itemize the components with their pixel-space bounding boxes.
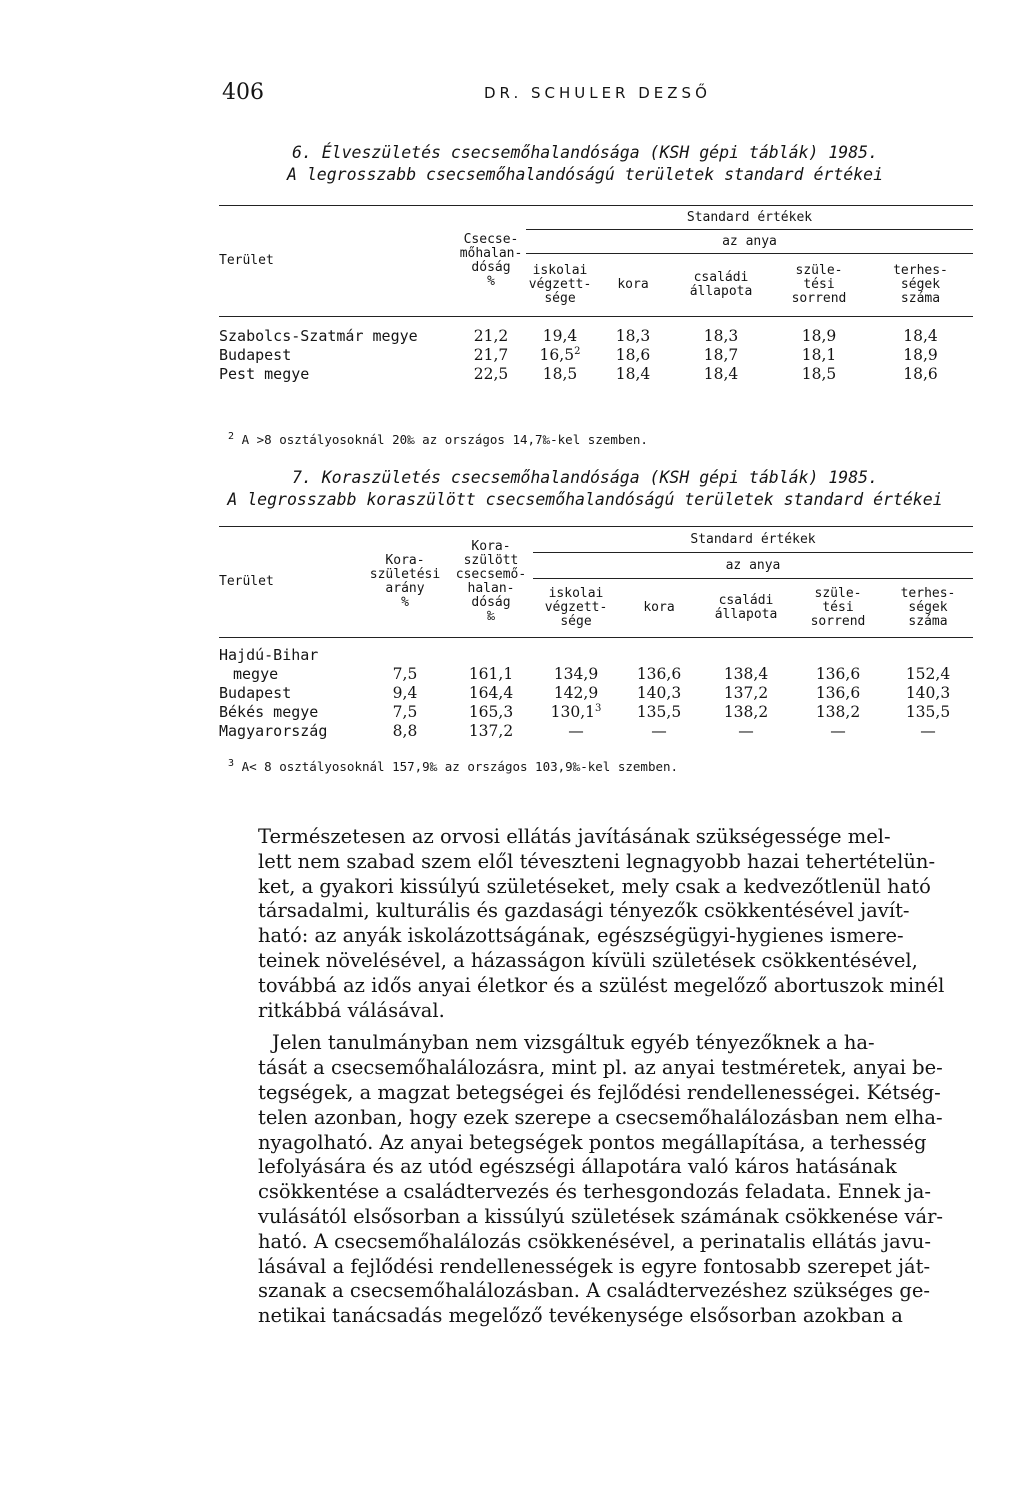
t7-region-line: Hajdú-Bihar — [219, 645, 319, 664]
paragraph-2: Jelen tanulmányban nem vizsgáltuk egyéb tényezőknek a ha- tását a csecsemőhalálozásra, mint pl. az anyai testméretek, anyai be- tegségek, a magzat betegségei és fejlődési rendellenességei. Kétség- telen azonban, hogy ezek szerepe a csecsemőhalálozásban nem elha- nyagolható. Az anyai betegségek pontos megállapítása, a terhesség lefolyására és az utód egészségi állapotára való káros hatásának csökkentése a családtervezés és terhesgondozás feladata. Ennek ja- vulásától elsősorban a kissúlyú születések számának csökkenése vár- ható. A csecsemőhalálozás csökkenésével, a perinatalis ellátás javu- lásával a fejlődési rendellenességek is egyre fontosabb szerepet ját- szanak a csecsemőhalálozásban. A családtervezéshez szükséges ge- netikai tanácsadás megelőző tevékenysége elsősorban azokban a — [258, 1031, 944, 1328]
table-row: Szabolcs-Szatmár megye 21,2 19,4 18,3 18,3 18,9 18,4 — [219, 326, 938, 345]
t7-group-standard: Standard értékek — [533, 527, 973, 553]
table-row: Budapest 9,4 164,4 142,9 140,3 137,2 136,6 140,3 — [219, 683, 951, 702]
body-text — [258, 825, 958, 1337]
t6-col-region: Terület — [219, 252, 274, 268]
t7-col-pretermmort: Kora- szülött csecsemő- halan- dóság ‰ — [455, 538, 527, 624]
table6-footnote: $^2$ A >8 osztályosoknál 20‰ az országos 14,7‰-kel szemben. — [228, 430, 648, 447]
paragraph-1: Természetesen az orvosi ellátás javításának szükségessége mel- lett nem szabad szem elől téveszteni legnagyobb hazai tehertételün- ket, a gyakori kissúlyú születéseket, mely csak a kedvezőtlenül ható társadalmi, kulturális és gazdasági tényezők csökkentésével javít- ható: az anyák iskolázottságának, egészségügyi-hygienes ismere- teinek növelésével, a házasságon kívüli születések csökkentésével, továbbá az idős anyai életkor és a szülést megelőző abortuszok minél ritkábbá válásával. — [258, 825, 945, 1022]
table7-subtitle: A legrosszabb koraszülött csecsemőhalandóságú területek standard értékei — [227, 490, 943, 509]
table7 — [219, 526, 973, 741]
table-row: Pest megye 22,5 18,5 18,4 18,4 18,5 18,6 — [219, 364, 938, 383]
running-header — [222, 80, 952, 110]
t6-col-marital: családi állapota — [689, 269, 753, 299]
t7-col-school: iskolai végzett- sége — [544, 585, 608, 629]
t7-col-age: kora — [643, 599, 675, 615]
table6-subtitle: A legrosszabb csecsemőhalandóságú területek standard értékei — [286, 165, 884, 184]
t7-col-marital: családi állapota — [714, 592, 778, 622]
table7-title: 7. Koraszületés csecsemőhalandósága (KSH gépi táblák) 1985. — [291, 468, 879, 487]
table6-title: 6. Élveszületés csecsemőhalandósága (KSH gépi táblák) 1985. — [291, 143, 879, 162]
table-row: megye 7,5 161,1 134,9 136,6 138,4 136,6 152,4 — [233, 664, 951, 683]
t7-col-pregnancies: terhes- ségek száma — [900, 585, 956, 629]
running-author: DR. SCHULER DEZSŐ — [484, 84, 711, 102]
table-row: Békés megye 7,5 165,3 130,1$^3$ 135,5 138,2 138,2 135,5 — [219, 702, 951, 721]
t6-group-mother: az anya — [722, 233, 777, 249]
t7-col-birthorder: szüle- tési sorrend — [810, 585, 866, 629]
page-number: 406 — [222, 80, 264, 105]
t7-col-preterm: Kora- születési arány % — [369, 552, 441, 610]
table-row: Magyarország 8,8 137,2 — — — — — — [219, 721, 936, 740]
t6-col-rate: Csecse- mőhalan- dóság % — [459, 231, 523, 289]
t7-group-mother: az anya — [725, 557, 781, 573]
table7-footnote: $^3$ A< 8 osztályosoknál 157,9‰ az országos 103,9‰-kel szemben. — [228, 757, 679, 774]
t6-col-birthorder: szüle- tési sorrend — [791, 262, 847, 306]
table6 — [219, 205, 973, 384]
table-row: Budapest 21,7 16,5$^2$ 18,6 18,7 18,1 18,9 — [219, 345, 938, 364]
t6-col-pregnancies: terhes- ségek száma — [893, 262, 948, 306]
t7-col-region: Terület — [219, 573, 274, 589]
t6-group-standard: Standard értékek — [526, 206, 973, 230]
t6-col-age: kora — [617, 276, 649, 292]
t6-col-school: iskolai végzett- sége — [528, 262, 592, 306]
